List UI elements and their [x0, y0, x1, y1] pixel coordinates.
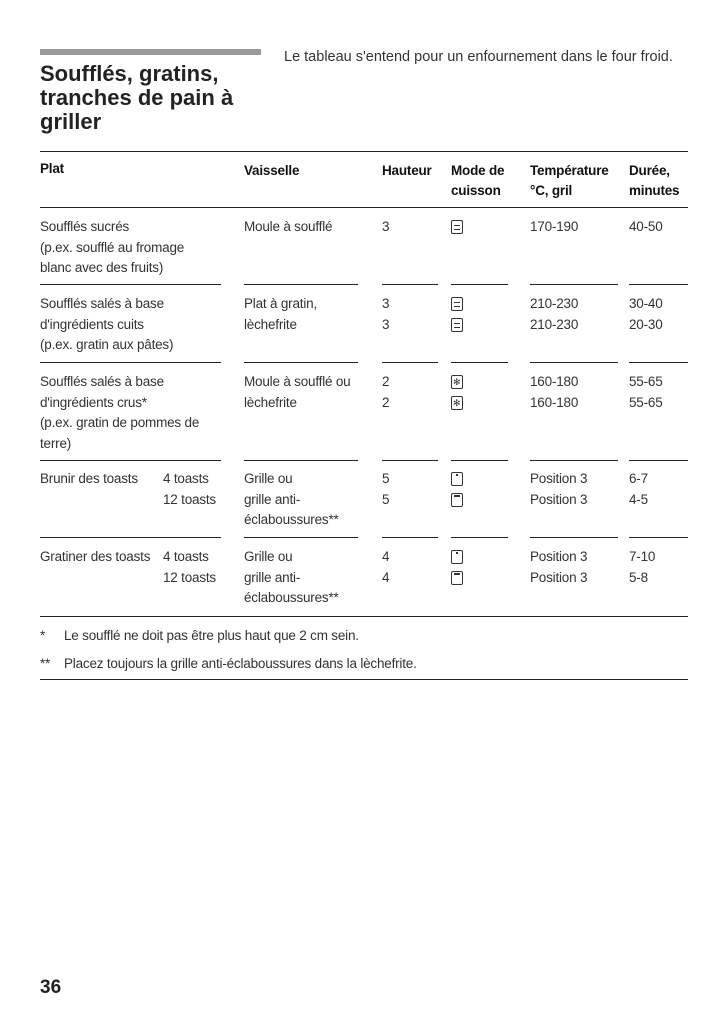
cell-duree: 30-40: [629, 296, 663, 311]
row-separator: [244, 460, 358, 461]
cell-temperature: Position 3: [530, 471, 588, 486]
cell-duree: 20-30: [629, 316, 663, 332]
row-separator: [244, 537, 358, 538]
cell-duree: 6-7: [629, 471, 648, 486]
cell-vaisselle: Moule à soufflé: [244, 219, 333, 234]
row-separator: [530, 284, 618, 285]
cell-plat: Gratiner des toasts: [40, 549, 151, 564]
page-number: 36: [40, 977, 62, 998]
row-separator: [382, 537, 438, 538]
cell-plat: d'ingrédients crus*: [40, 394, 147, 410]
row-separator: [530, 460, 618, 461]
header-rule: [40, 207, 688, 208]
row-separator: [244, 362, 358, 363]
cell-plat: (p.ex. gratin de pommes de: [40, 415, 200, 430]
row-separator: [530, 362, 618, 363]
cell-vaisselle: Grille ou: [244, 471, 293, 486]
cell-hauteur: 5: [382, 471, 390, 486]
cell-hauteur: 3: [382, 219, 390, 234]
cell-hauteur: 4: [382, 549, 390, 564]
row-separator: [244, 284, 358, 285]
fan-heat-icon: ✻: [451, 396, 463, 410]
row-separator: [629, 284, 688, 285]
cell-vaisselle: grille anti-: [244, 491, 301, 507]
header-hauteur: Hauteur: [382, 163, 432, 178]
small-grill-icon: [451, 550, 463, 564]
footnote-2-mark: **: [40, 656, 51, 671]
cell-duree: 4-5: [629, 491, 648, 507]
header-vaisselle: Vaisselle: [244, 163, 300, 178]
cell-plat: blanc avec des fruits): [40, 260, 164, 275]
top-bottom-heat-icon: [451, 220, 463, 234]
row-separator: [451, 537, 508, 538]
top-bottom-heat-icon: [451, 318, 463, 332]
large-grill-icon: [451, 493, 463, 507]
intro-text: Le tableau s'entend pour un enfournement dans le four froid.: [284, 49, 673, 65]
cell-quantity: 12 toasts: [163, 491, 216, 507]
cell-vaisselle: Grille ou: [244, 549, 293, 564]
row-separator: [629, 460, 688, 461]
cell-duree: 40-50: [629, 219, 663, 234]
row-separator: [451, 362, 508, 363]
section-bar: [40, 49, 261, 55]
cell-vaisselle: Moule à soufflé ou: [244, 374, 351, 389]
cell-duree: 55-65: [629, 394, 663, 410]
row-separator: [40, 616, 688, 617]
cell-duree: 5-8: [629, 569, 648, 585]
cell-vaisselle: grille anti-: [244, 569, 301, 585]
row-separator: [40, 537, 221, 538]
row-separator: [40, 284, 221, 285]
cell-temperature: Position 3: [530, 549, 588, 564]
cell-quantity: 4 toasts: [163, 549, 209, 564]
footnote-1-text: Le soufflé ne doit pas être plus haut que 2 cm sein.: [64, 628, 359, 643]
top-bottom-heat-icon: [451, 297, 463, 311]
cell-temperature: 160-180: [530, 394, 579, 410]
row-separator: [382, 284, 438, 285]
table-bottom-rule: [40, 679, 688, 680]
cell-plat: Soufflés salés à base: [40, 374, 164, 389]
header-duree-1: Durée,: [629, 163, 670, 178]
header-temp-1: Température: [530, 163, 609, 178]
header-mode-2: cuisson: [451, 183, 501, 198]
cell-temperature: 210-230: [530, 296, 579, 311]
cell-hauteur: 2: [382, 394, 390, 410]
fan-heat-icon: ✻: [451, 375, 463, 389]
header-mode-1: Mode de: [451, 163, 505, 178]
row-separator: [629, 362, 688, 363]
large-grill-icon: [451, 571, 463, 585]
cell-vaisselle: lèchefrite: [244, 394, 297, 410]
cell-temperature: Position 3: [530, 491, 588, 507]
cell-hauteur: 3: [382, 316, 390, 332]
row-separator: [40, 460, 221, 461]
cell-temperature: Position 3: [530, 569, 588, 585]
row-separator: [382, 460, 438, 461]
cell-plat: Soufflés sucrés: [40, 219, 130, 234]
cell-plat: terre): [40, 435, 72, 451]
cell-plat: d'ingrédients cuits: [40, 316, 144, 332]
small-grill-icon: [451, 472, 463, 486]
row-separator: [530, 537, 618, 538]
cell-temperature: 210-230: [530, 316, 579, 332]
row-separator: [382, 362, 438, 363]
cell-vaisselle: éclaboussures**: [244, 512, 339, 527]
header-plat: Plat: [40, 161, 64, 176]
cell-hauteur: 5: [382, 491, 390, 507]
cell-temperature: 160-180: [530, 374, 579, 389]
row-separator: [451, 284, 508, 285]
cell-hauteur: 2: [382, 374, 390, 389]
cell-plat: Brunir des toasts: [40, 471, 138, 486]
row-separator: [451, 460, 508, 461]
header-duree-2: minutes: [629, 183, 680, 198]
cell-vaisselle: lèchefrite: [244, 316, 297, 332]
footnote-2-text: Placez toujours la grille anti-éclaboussures dans la lèchefrite.: [64, 656, 417, 671]
row-separator: [629, 537, 688, 538]
cell-plat: Soufflés salés à base: [40, 296, 164, 311]
header-temp-2: °C, gril: [530, 183, 573, 198]
table-top-rule: [40, 151, 688, 152]
cell-temperature: 170-190: [530, 219, 579, 234]
cell-vaisselle: Plat à gratin,: [244, 296, 317, 311]
page-title: Soufflés, gratins, tranches de pain à griller: [40, 61, 234, 134]
row-separator: [40, 362, 221, 363]
cell-quantity: 12 toasts: [163, 569, 216, 585]
cell-quantity: 4 toasts: [163, 471, 209, 486]
cell-hauteur: 3: [382, 296, 390, 311]
cell-duree: 55-65: [629, 374, 663, 389]
footnote-1-mark: *: [40, 628, 46, 643]
cell-hauteur: 4: [382, 569, 390, 585]
cell-duree: 7-10: [629, 549, 656, 564]
cell-vaisselle: éclaboussures**: [244, 590, 339, 605]
cell-plat: (p.ex. soufflé au fromage: [40, 239, 185, 255]
cell-plat: (p.ex. gratin aux pâtes): [40, 337, 174, 352]
